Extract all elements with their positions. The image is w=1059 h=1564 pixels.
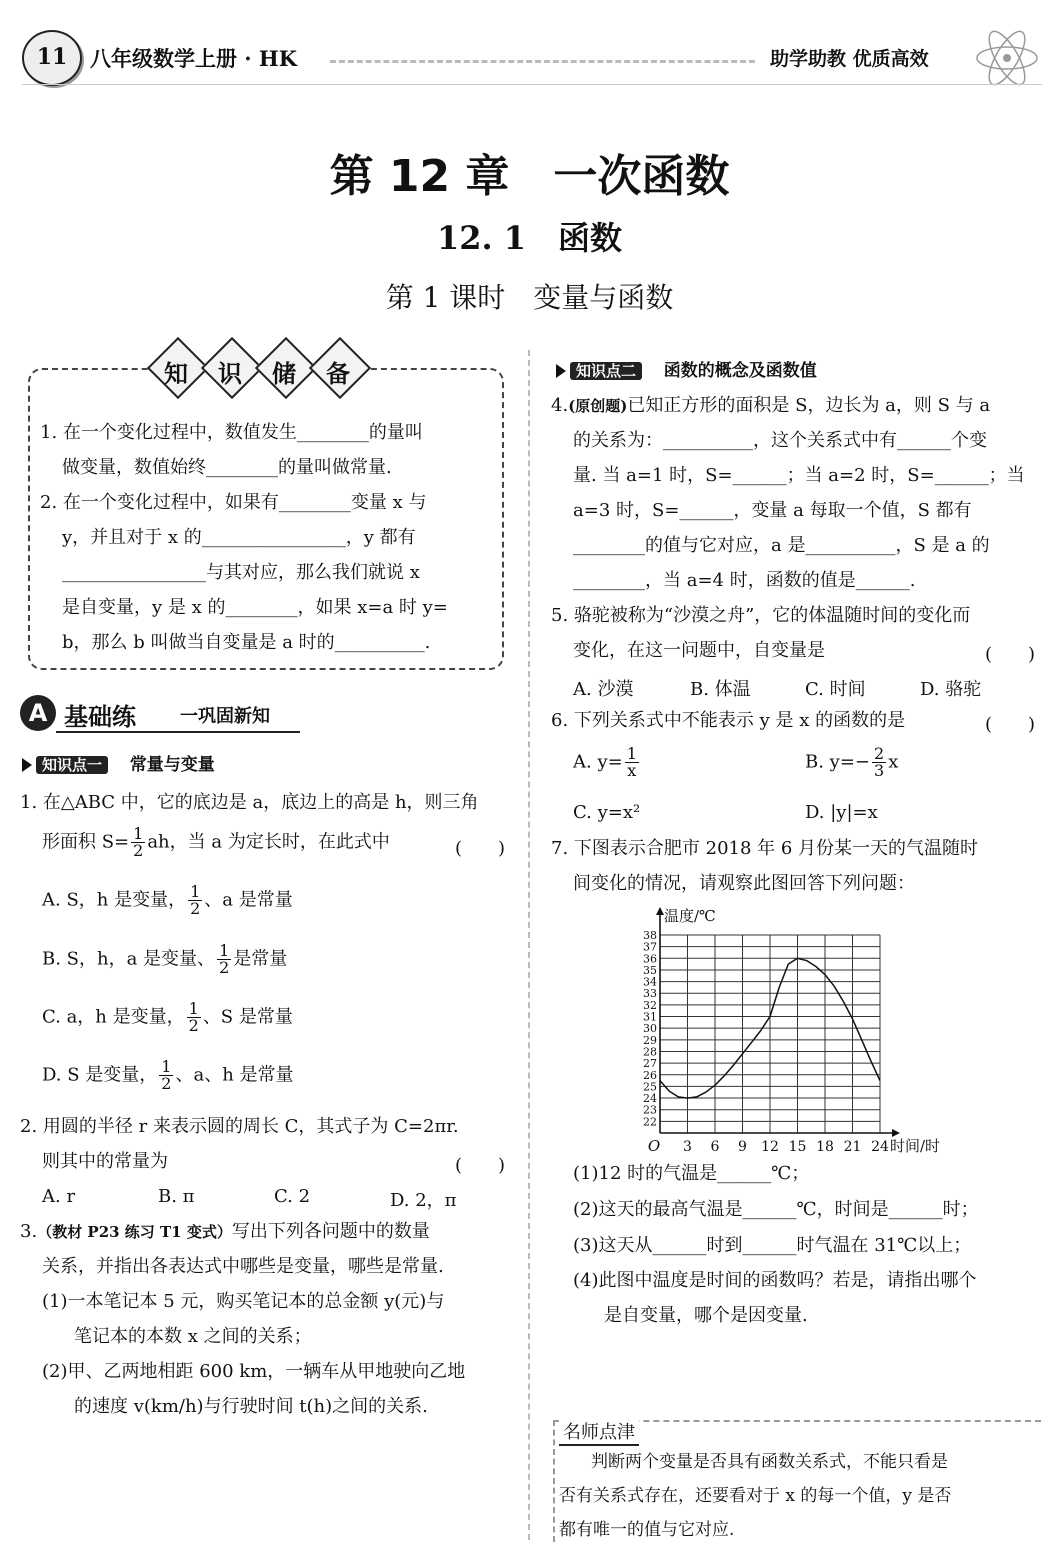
denominator: x bbox=[627, 761, 637, 780]
fraction bbox=[187, 1001, 201, 1034]
q7-line: 7. 下图表示合肥市 2018 年 6 月份某一天的气温随时 bbox=[551, 838, 979, 859]
option-text: B. S，h，a 是变量、 bbox=[42, 948, 216, 970]
section-title-basic: 基础练 bbox=[64, 703, 136, 731]
numerator: 1 bbox=[626, 744, 637, 763]
badge-char: 识 bbox=[218, 360, 242, 388]
y-tick-label: 24 bbox=[643, 1092, 657, 1106]
fraction bbox=[159, 1059, 173, 1092]
x-tick-label: 15 bbox=[788, 1139, 807, 1155]
y-tick-label: 26 bbox=[643, 1068, 657, 1082]
q3-line: 的速度 v(km/h)与行驶时间 t(h)之间的关系. bbox=[74, 1396, 428, 1417]
numerator: 1 bbox=[190, 882, 201, 901]
x-axis-arrow-icon bbox=[892, 1129, 900, 1137]
answer-paren: ( ) bbox=[455, 1155, 506, 1176]
q4-tag: (原创题) bbox=[568, 397, 628, 415]
knowledge-point-1 bbox=[22, 754, 215, 776]
denominator: 2 bbox=[190, 899, 201, 918]
q3-line: (2)甲、乙两地相距 600 km，一辆车从甲地驶向乙地 bbox=[42, 1361, 466, 1382]
kp-tag: 知识点一 bbox=[36, 756, 108, 774]
y-tick-label: 29 bbox=[643, 1033, 657, 1047]
knowledge-line: 2. 在一个变化过程中，如果有________变量 x 与 bbox=[40, 492, 427, 513]
q2-line: 2. 用圆的半径 r 来表示圆的周长 C，其式子为 C=2πr. bbox=[20, 1116, 459, 1137]
tip-box bbox=[553, 1420, 1041, 1542]
option-text: A. y= bbox=[573, 751, 623, 773]
q7-sub: (2)这天的最高气温是______℃，时间是______时； bbox=[573, 1199, 979, 1220]
header-rule bbox=[22, 84, 1042, 85]
knowledge-line: 是自变量，y 是 x 的________，如果 x=a 时 y= bbox=[62, 597, 448, 618]
q2-line: 则其中的常量为 bbox=[42, 1151, 168, 1172]
q3-text: 写出下列各问题中的数量 bbox=[231, 1221, 430, 1242]
x-tick-label: 6 bbox=[710, 1139, 720, 1155]
q2-option: D. 2，π bbox=[390, 1190, 457, 1211]
y-tick-label: 31 bbox=[643, 1010, 657, 1024]
q4-text: 已知正方形的面积是 S，边长为 a，则 S 与 a bbox=[627, 395, 991, 416]
knowledge-line: ________________与其对应，那么我们就说 x bbox=[62, 562, 420, 583]
badge-char: 知 bbox=[164, 360, 188, 388]
basic-section-header bbox=[20, 693, 290, 733]
q1-option bbox=[42, 1001, 293, 1034]
knowledge-line: 做变量，数值始终________的量叫做常量. bbox=[62, 457, 392, 478]
y-tick-label: 38 bbox=[643, 929, 657, 942]
y-tick-label: 37 bbox=[643, 940, 657, 954]
fraction bbox=[131, 826, 145, 859]
x-tick-label: 3 bbox=[683, 1139, 692, 1155]
knowledge-line: y，并且对于 x 的________________，y 都有 bbox=[62, 527, 416, 548]
denominator: 2 bbox=[188, 1016, 199, 1035]
y-tick-label: 27 bbox=[643, 1057, 657, 1071]
q7-sub: 是自变量，哪个是因变量. bbox=[604, 1305, 808, 1326]
y-tick-label: 35 bbox=[643, 963, 657, 977]
header-slogan: 助学助教 优质高效 bbox=[770, 48, 929, 70]
page-number-badge bbox=[22, 30, 82, 86]
y-tick-label: 36 bbox=[643, 952, 657, 966]
q6-option-c: C. y=x² bbox=[573, 802, 641, 823]
q2-option: A. r bbox=[42, 1186, 76, 1207]
q1-text: ah，当 a 为定长时，在此式中 bbox=[147, 831, 390, 853]
q1-option bbox=[42, 1059, 294, 1092]
knowledge-point-2 bbox=[556, 360, 817, 382]
q6-option-b bbox=[805, 746, 898, 779]
kp-title: 常量与变量 bbox=[129, 755, 215, 775]
badge-char: 储 bbox=[272, 360, 296, 388]
triangle-bullet-icon bbox=[556, 364, 566, 378]
q4-number: 4. bbox=[551, 395, 569, 416]
denominator: 2 bbox=[219, 958, 230, 977]
numerator: 1 bbox=[161, 1057, 172, 1076]
x-tick-label: 12 bbox=[761, 1139, 779, 1155]
fraction bbox=[872, 746, 886, 779]
section-title: 12. 1 函数 bbox=[436, 219, 623, 257]
q6-option-a bbox=[573, 746, 641, 779]
section-letter-badge bbox=[20, 695, 56, 731]
denominator: 2 bbox=[161, 1074, 172, 1093]
q2-option: B. π bbox=[158, 1186, 195, 1207]
x-tick-label: 24 bbox=[871, 1139, 889, 1155]
q4-line: 量. 当 a=1 时，S=______；当 a=2 时，S=______；当 bbox=[573, 465, 1025, 486]
section-underline bbox=[56, 731, 300, 733]
atom-logo-icon bbox=[972, 28, 1042, 88]
fraction bbox=[217, 943, 231, 976]
q1-line bbox=[42, 826, 390, 859]
q5-line: 变化，在这一问题中，自变量是 bbox=[573, 640, 825, 661]
page-number: 11 bbox=[36, 44, 68, 70]
q1-option bbox=[42, 884, 293, 917]
q3-line bbox=[20, 1221, 430, 1243]
fraction bbox=[625, 746, 639, 779]
badge-char: 备 bbox=[326, 360, 350, 388]
y-axis-label: 温度/℃ bbox=[664, 907, 716, 925]
knowledge-box bbox=[28, 368, 504, 670]
q4-line: ________，当 a=4 时，函数的值是______. bbox=[573, 570, 916, 591]
origin-label: O bbox=[647, 1137, 661, 1155]
lesson-title: 第 1 课时 变量与函数 bbox=[385, 281, 674, 314]
triangle-bullet-icon bbox=[22, 758, 32, 772]
q6-line: 6. 下列关系式中不能表示 y 是 x 的函数的是 bbox=[551, 710, 906, 731]
x-tick-label: 18 bbox=[816, 1139, 834, 1155]
answer-paren: ( ) bbox=[985, 644, 1036, 665]
option-text: 是常量 bbox=[233, 948, 288, 970]
option-text: D. S 是变量， bbox=[42, 1064, 158, 1086]
q4-line: a=3 时，S=______，变量 a 每取一个值，S 都有 bbox=[573, 500, 972, 521]
option-text: 、S 是常量 bbox=[202, 1006, 293, 1028]
numerator: 1 bbox=[188, 999, 199, 1018]
numerator: 2 bbox=[874, 744, 885, 763]
option-text: B. y=− bbox=[805, 751, 871, 773]
knowledge-badge bbox=[150, 344, 380, 394]
denominator: 3 bbox=[874, 761, 885, 780]
q3-number: 3. bbox=[20, 1221, 38, 1242]
q1-line: 1. 在△ABC 中，它的底边是 a，底边上的高是 h，则三角 bbox=[20, 792, 479, 813]
q5-option: D. 骆驼 bbox=[920, 679, 982, 700]
kp-tag: 知识点二 bbox=[570, 362, 642, 380]
q5-option: A. 沙漠 bbox=[573, 679, 634, 700]
x-tick-label: 21 bbox=[843, 1139, 862, 1155]
y-tick-label: 30 bbox=[643, 1022, 657, 1036]
q7-sub: (1)12 时的气温是______℃； bbox=[573, 1163, 810, 1184]
q3-line: (1)一本笔记本 5 元，购买笔记本的总金额 y(元)与 bbox=[42, 1291, 445, 1312]
y-tick-label: 32 bbox=[643, 998, 657, 1012]
header-dashed-line bbox=[330, 60, 755, 63]
fraction bbox=[188, 884, 202, 917]
q4-line: ________的值与它对应，a 是__________，S 是 a 的 bbox=[573, 535, 990, 556]
y-tick-label: 23 bbox=[643, 1103, 657, 1117]
q7-line: 间变化的情况，请观察此图回答下列问题： bbox=[573, 873, 915, 894]
tip-line: 判断两个变量是否具有函数关系式，不能只看是 bbox=[591, 1452, 948, 1472]
option-text: A. S，h 是变量， bbox=[42, 889, 187, 911]
y-tick-label: 33 bbox=[643, 987, 657, 1001]
option-text: C. a，h 是变量， bbox=[42, 1006, 185, 1028]
q1-option bbox=[42, 943, 287, 976]
option-text: 、a、h 是常量 bbox=[175, 1064, 294, 1086]
book-title: 八年级数学上册 · HK bbox=[90, 46, 298, 71]
y-tick-label: 28 bbox=[643, 1045, 657, 1059]
y-tick-label: 25 bbox=[643, 1080, 657, 1094]
knowledge-line: b，那么 b 叫做当自变量是 a 时的__________. bbox=[62, 632, 431, 653]
q7-sub: (4)此图中温度是时间的函数吗？若是，请指出哪个 bbox=[573, 1270, 977, 1291]
q1-text: 形面积 S= bbox=[42, 831, 130, 853]
numerator: 1 bbox=[133, 824, 144, 843]
x-axis-label: 时间/时 bbox=[890, 1137, 941, 1155]
answer-paren: ( ) bbox=[985, 714, 1036, 735]
chapter-title: 第 12 章 一次函数 bbox=[329, 151, 730, 202]
tip-box-title: 名师点津 bbox=[559, 1418, 639, 1446]
option-text: x bbox=[888, 751, 899, 773]
y-tick-label: 22 bbox=[643, 1115, 657, 1129]
y-tick-label: 34 bbox=[643, 975, 657, 989]
answer-paren: ( ) bbox=[455, 838, 506, 859]
q4-line bbox=[551, 395, 990, 417]
q5-option: B. 体温 bbox=[690, 679, 751, 700]
q3-tag: （教材 P23 练习 T1 变式） bbox=[37, 1223, 232, 1241]
q3-line: 笔记本的本数 x 之间的关系； bbox=[74, 1326, 312, 1347]
q5-line: 5. 骆驼被称为“沙漠之舟”，它的体温随时间的变化而 bbox=[551, 605, 971, 626]
option-text: 、a 是常量 bbox=[204, 889, 293, 911]
kp-title: 函数的概念及函数值 bbox=[663, 361, 817, 381]
q2-option: C. 2 bbox=[274, 1186, 311, 1207]
tip-line: 都有唯一的值与它对应. bbox=[559, 1520, 735, 1540]
q5-option: C. 时间 bbox=[805, 679, 866, 700]
q7-sub: (3)这天从______时到______时气温在 31℃以上； bbox=[573, 1235, 972, 1256]
denominator: 2 bbox=[133, 841, 144, 860]
section-subtitle-basic: 一巩固新知 bbox=[180, 706, 270, 727]
tip-line: 否有关系式存在，还要看对于 x 的每一个值，y 是否 bbox=[559, 1486, 952, 1506]
q6-option-d: D. |y|=x bbox=[805, 802, 878, 823]
temperature-chart bbox=[620, 900, 960, 1165]
q4-line: 的关系为：__________，这个关系式中有______个变 bbox=[573, 430, 987, 451]
knowledge-line: 1. 在一个变化过程中，数值发生________的量叫 bbox=[40, 422, 423, 443]
y-axis-arrow-icon bbox=[656, 907, 664, 915]
x-tick-label: 9 bbox=[738, 1139, 747, 1155]
q3-line: 关系，并指出各表达式中哪些是变量，哪些是常量. bbox=[42, 1256, 444, 1277]
section-letter: A bbox=[28, 699, 48, 727]
numerator: 1 bbox=[219, 941, 230, 960]
column-divider bbox=[528, 350, 530, 1540]
